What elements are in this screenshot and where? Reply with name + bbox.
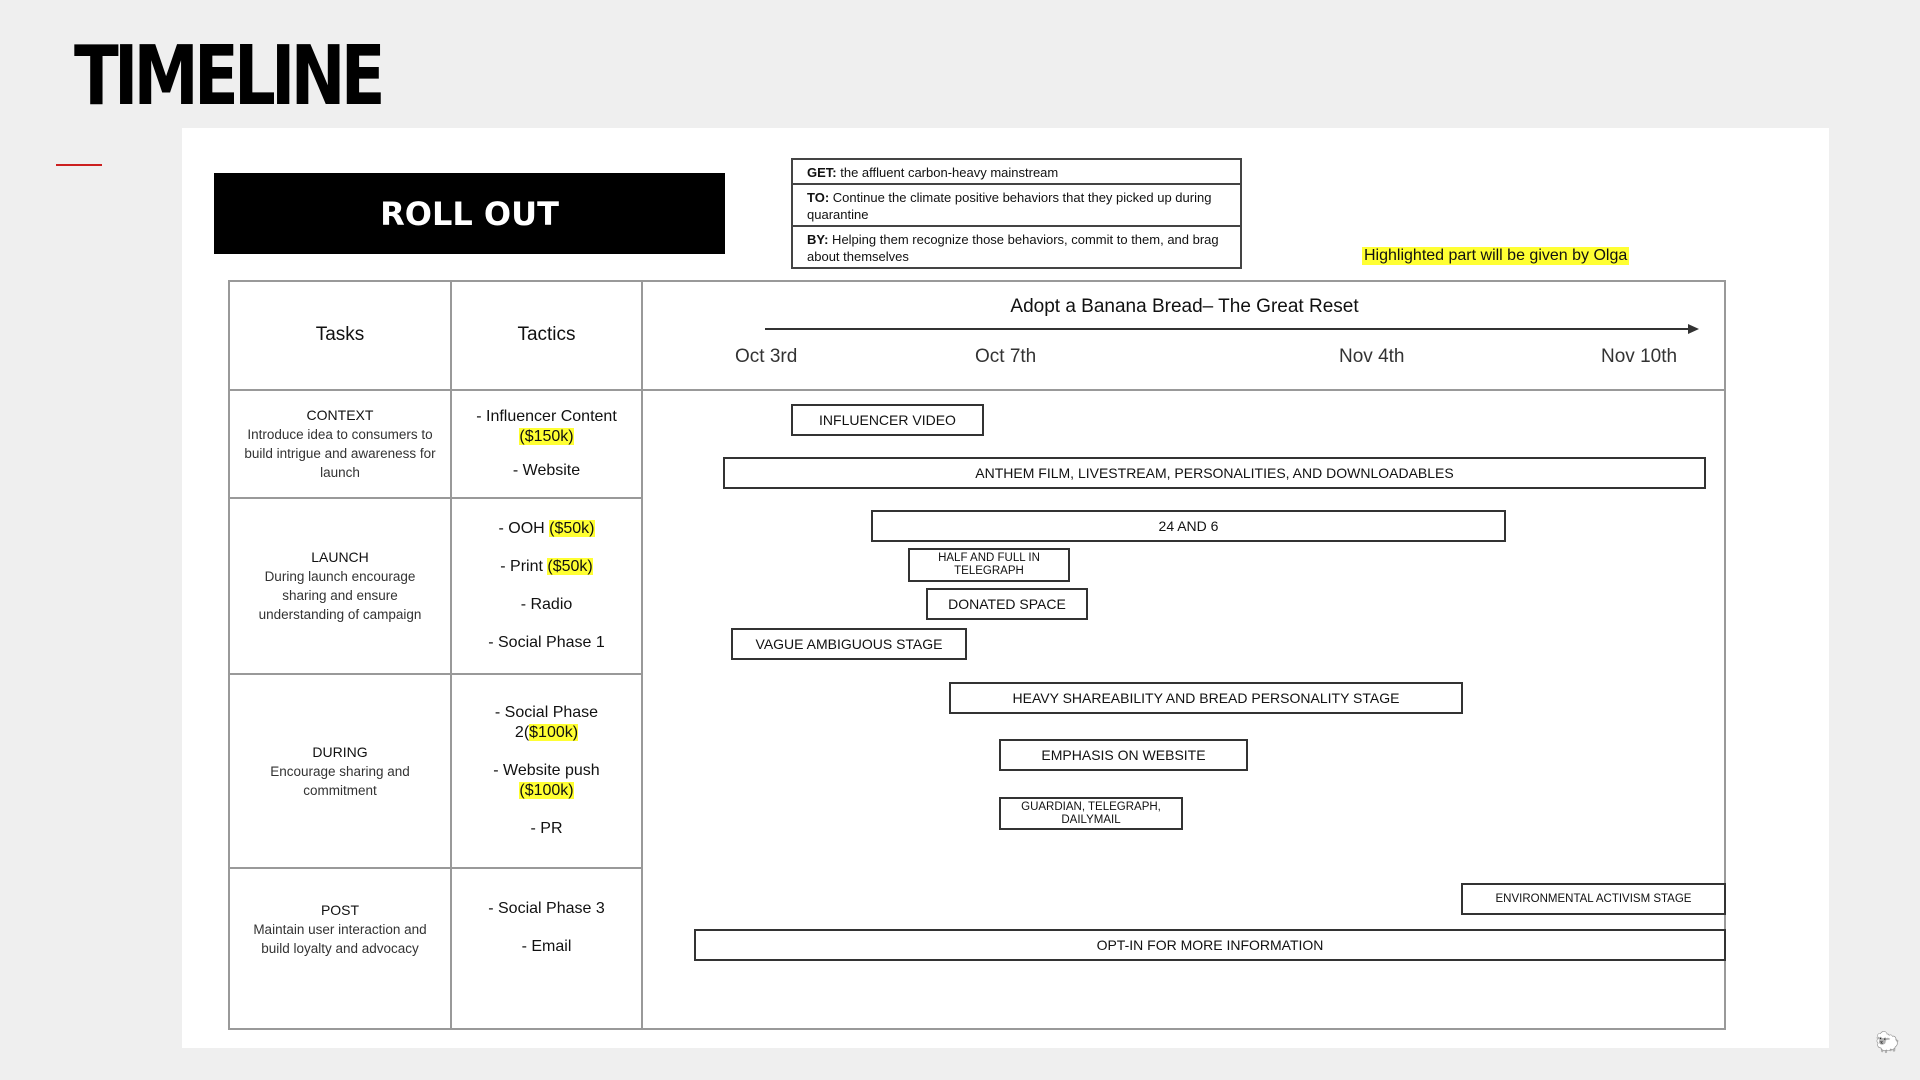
date-label: Oct 7th xyxy=(975,346,1037,367)
tactic-item: - Website xyxy=(512,462,581,479)
bar-press: GUARDIAN, TELEGRAPH, DAILYMAIL xyxy=(999,797,1183,830)
bar-emphasis-website: EMPHASIS ON WEBSITE xyxy=(999,739,1248,771)
tactics-launch xyxy=(452,499,641,673)
tactic-item: - Social Phase 1 xyxy=(488,634,605,651)
bar-donated-space: DONATED SPACE xyxy=(926,588,1088,620)
tasks-header: Tasks xyxy=(315,324,365,345)
tactic-item: - Influencer Content ($150k) xyxy=(476,408,617,445)
bar-opt-in: OPT-IN FOR MORE INFORMATION xyxy=(694,929,1726,961)
tactic-item: - Email xyxy=(521,938,572,955)
to-row: TO: Continue the climate positive behaviors that they picked up during quarantine xyxy=(793,183,1240,225)
timeline-title: Adopt a Banana Bread– The Great Reset xyxy=(1010,296,1359,317)
tactic-item: - Radio xyxy=(520,596,573,613)
arrow-right-icon xyxy=(1688,324,1699,334)
bar-environmental-activism: ENVIRONMENTAL ACTIVISM STAGE xyxy=(1461,883,1726,915)
bar-anthem-film: ANTHEM FILM, LIVESTREAM, PERSONALITIES, AND DOWNLOADABLES xyxy=(723,457,1706,489)
rollout-banner: ROLL OUT xyxy=(214,173,725,254)
bar-24-and-6: 24 AND 6 xyxy=(871,510,1506,542)
sheep-icon: 🐑 xyxy=(1875,1030,1900,1054)
bar-influencer-video: INFLUENCER VIDEO xyxy=(791,404,984,436)
timeline-arrow xyxy=(765,328,1692,330)
tactics-during xyxy=(452,675,641,867)
get-to-by-box xyxy=(791,158,1242,269)
bar-telegraph: HALF AND FULL IN TELEGRAPH xyxy=(908,548,1070,582)
date-label: Nov 4th xyxy=(1339,346,1405,367)
bar-heavy-shareability: HEAVY SHAREABILITY AND BREAD PERSONALITY STAGE xyxy=(949,682,1463,714)
task-during: DURING Encourage sharing and commitment xyxy=(270,743,410,798)
column-divider xyxy=(641,280,643,1030)
date-label: Oct 3rd xyxy=(735,346,798,367)
title-underline xyxy=(56,164,102,166)
task-context: CONTEXT Introduce idea to consumers to build intrigue and awareness for launch xyxy=(244,407,436,480)
tactic-item: - Social Phase 2($100k) xyxy=(494,704,599,741)
task-post: POST Maintain user interaction and build loyalty and advocacy xyxy=(253,902,427,956)
date-label: Nov 10th xyxy=(1601,346,1678,367)
tactic-item: - Social Phase 3 xyxy=(488,900,605,917)
tactic-item: - OOH ($50k) xyxy=(498,520,595,537)
task-launch: LAUNCH During launch encourage sharing and ensure understanding of campaign xyxy=(258,549,422,622)
by-row: BY: Helping them recognize those behaviors, commit to them, and brag about themselves xyxy=(793,225,1240,267)
bar-vague-stage: VAGUE AMBIGUOUS STAGE xyxy=(731,628,967,660)
get-row: GET: the affluent carbon-heavy mainstream xyxy=(807,165,1059,180)
tactic-item: - Website push ($100k) xyxy=(493,762,600,799)
tactic-item: - Print ($50k) xyxy=(500,558,593,575)
tactic-item: - PR xyxy=(530,820,563,837)
highlight-note: Highlighted part will be given by Olga xyxy=(1364,247,1628,264)
page-title: TIMELINE xyxy=(74,29,381,124)
tactics-header: Tactics xyxy=(517,324,576,345)
tactics-context xyxy=(452,391,641,497)
tactics-post xyxy=(452,869,641,1029)
